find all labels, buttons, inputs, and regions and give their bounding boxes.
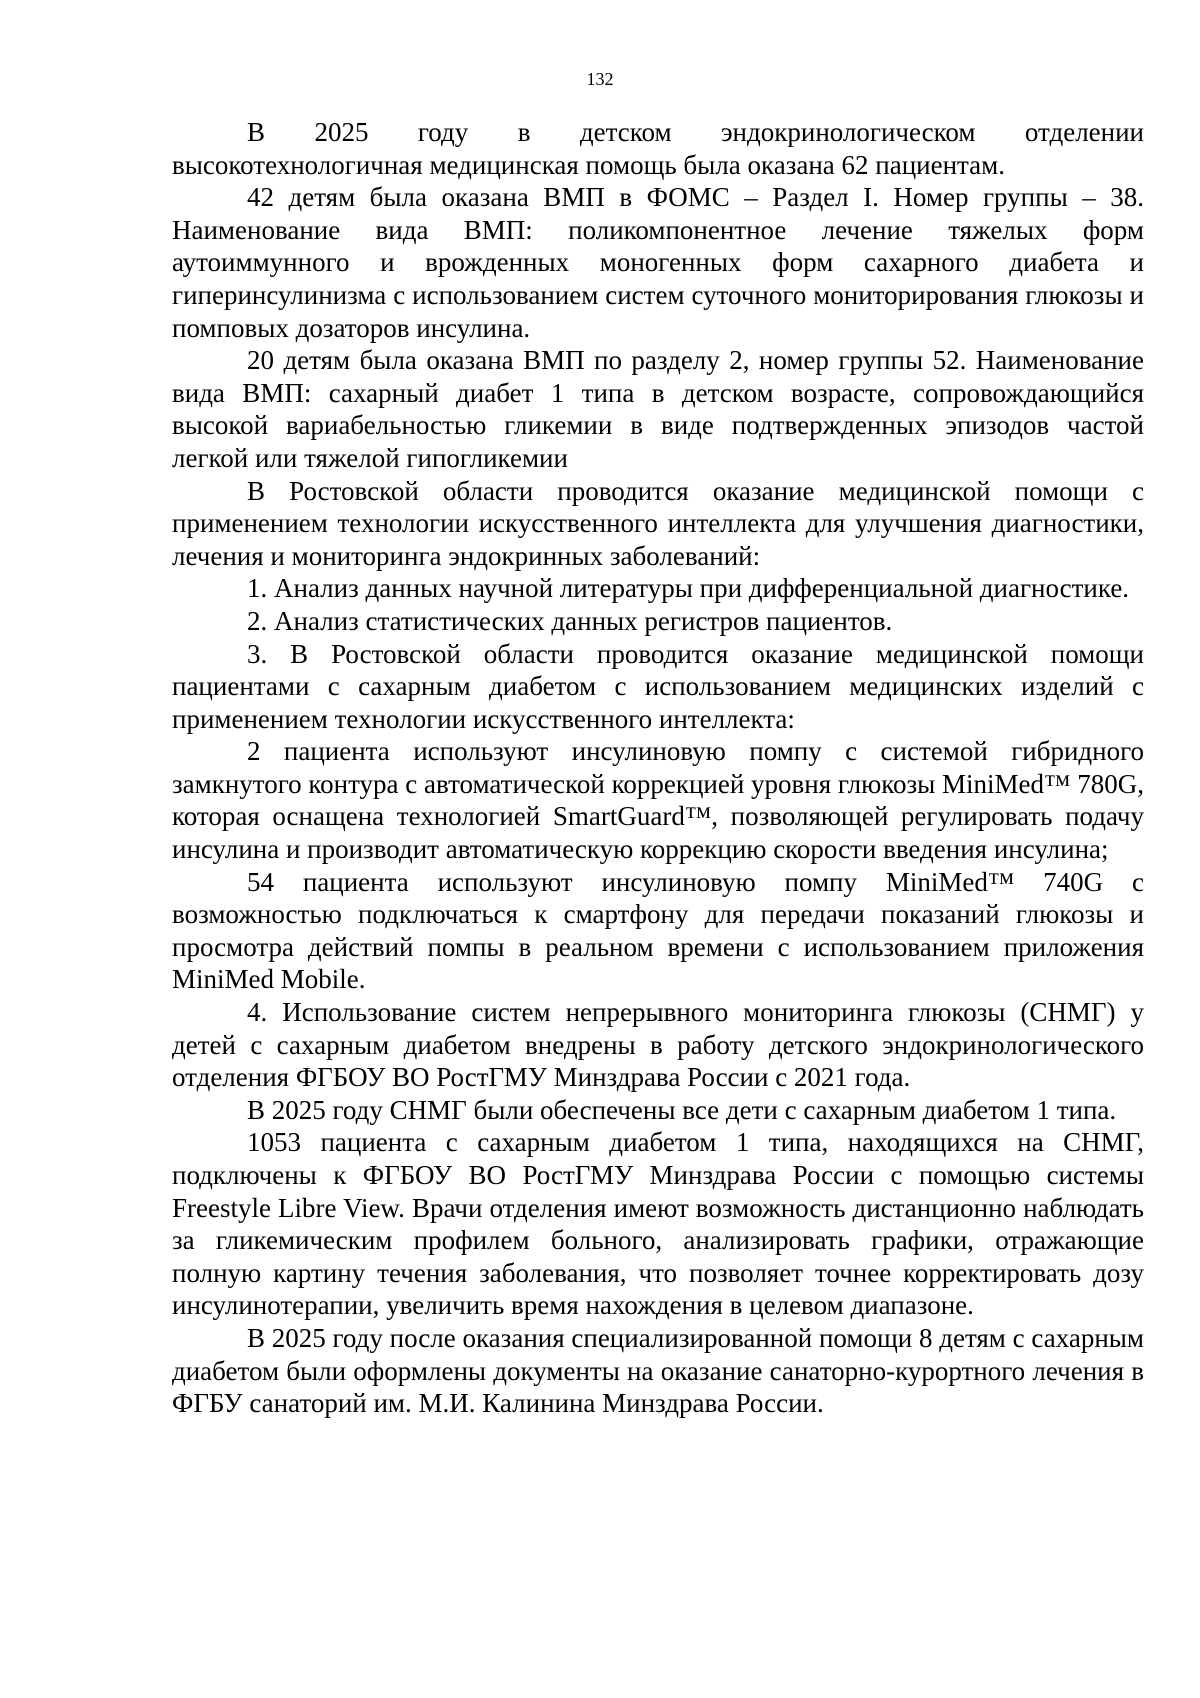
- list-item-2: 2. Анализ статистических данных регистров пациентов.: [247, 605, 893, 636]
- paragraph-libre-view: 1053 пациента с сахарным диабетом 1 типа, находящихся на СНМГ, подключены к ФГБОУ ВО РостГМУ Минздрава России с помощью системы Freestyle Libre View. Врачи отделения имеют возможность дистанционно наблюдать за гликемическим профилем больного, анализировать графики, отражающие полную картину течения заболевания, что позволяет точнее корректировать дозу инсулинотерапии, увеличить время нахождения в целевом диапазоне.: [172, 1127, 1144, 1321]
- paragraph-vmp-foms: 42 детям была оказана ВМП в ФОМС – Раздел I. Номер группы – 38. Наименование вида ВМП: поликомпонентное лечение тяжелых форм аутоиммунного и врожденных моногенных форм сахарного диабета и гиперинсулинизма с использованием систем суточного мониторирования глюкозы и помповых дозаторов инсулина.: [172, 182, 1144, 343]
- page-number: 132: [586, 69, 614, 89]
- list-item-3: 3. В Ростовской области проводится оказание медицинской помощи пациентами с сахарным диабетом с использованием медицинских изделий с применением технологии искусственного интеллекта:: [172, 638, 1144, 734]
- paragraph-vmp-total: В 2025 году в детском эндокринологическом отделении высокотехнологичная медицинская помощь была оказана 62 пациентам.: [172, 117, 1144, 180]
- paragraph-minimed-780g: 2 пациента используют инсулиновую помпу с системой гибридного замкнутого контура с автоматической коррекцией уровня глюкозы MiniMed™ 780G, которая оснащена технологией SmartGuard™, позволяющей регулировать подачу инсулина и производит автоматическую коррекцию скорости введения инсулина;: [172, 736, 1144, 865]
- paragraph-sanatorium: В 2025 году после оказания специализированной помощи 8 детям с сахарным диабетом были оформлены документы на оказание санаторно-курортного лечения в ФГБУ санаторий им. М.И. Калинина Минздрава России.: [172, 1322, 1144, 1419]
- list-item-1: 1. Анализ данных научной литературы при дифференциальной диагностике.: [247, 573, 1130, 604]
- paragraph-minimed-740g: 54 пациента используют инсулиновую помпу MiniMed™ 740G с возможностью подключаться к смартфону для передачи показаний глюкозы и просмотра действий помпы в реальном времени с использованием приложения MiniMed Mobile.: [172, 866, 1144, 995]
- paragraph-cgm-2025: В 2025 году СНМГ были обеспечены все дети с сахарным диабетом 1 типа.: [247, 1094, 1117, 1125]
- document-body: [172, 116, 1144, 1420]
- paragraph-vmp-section-2: 20 детям была оказана ВМП по разделу 2, номер группы 52. Наименование вида ВМП: сахарный диабет 1 типа в детском возрасте, сопровождающийся высокой вариабельностью гликемии в виде подтвержденных эпизодов частой легкой или тяжелой гипогликемии: [172, 345, 1144, 473]
- paragraph-ai-intro: В Ростовской области проводится оказание медицинской помощи с применением технологии искусственного интеллекта для улучшения диагностики, лечения и мониторинга эндокринных заболеваний:: [172, 475, 1144, 571]
- list-item-4: 4. Использование систем непрерывного мониторинга глюкозы (СНМГ) у детей с сахарным диабетом внедрены в работу детского эндокринологического отделения ФГБОУ ВО РостГМУ Минздрава России с 2021 года.: [172, 997, 1144, 1093]
